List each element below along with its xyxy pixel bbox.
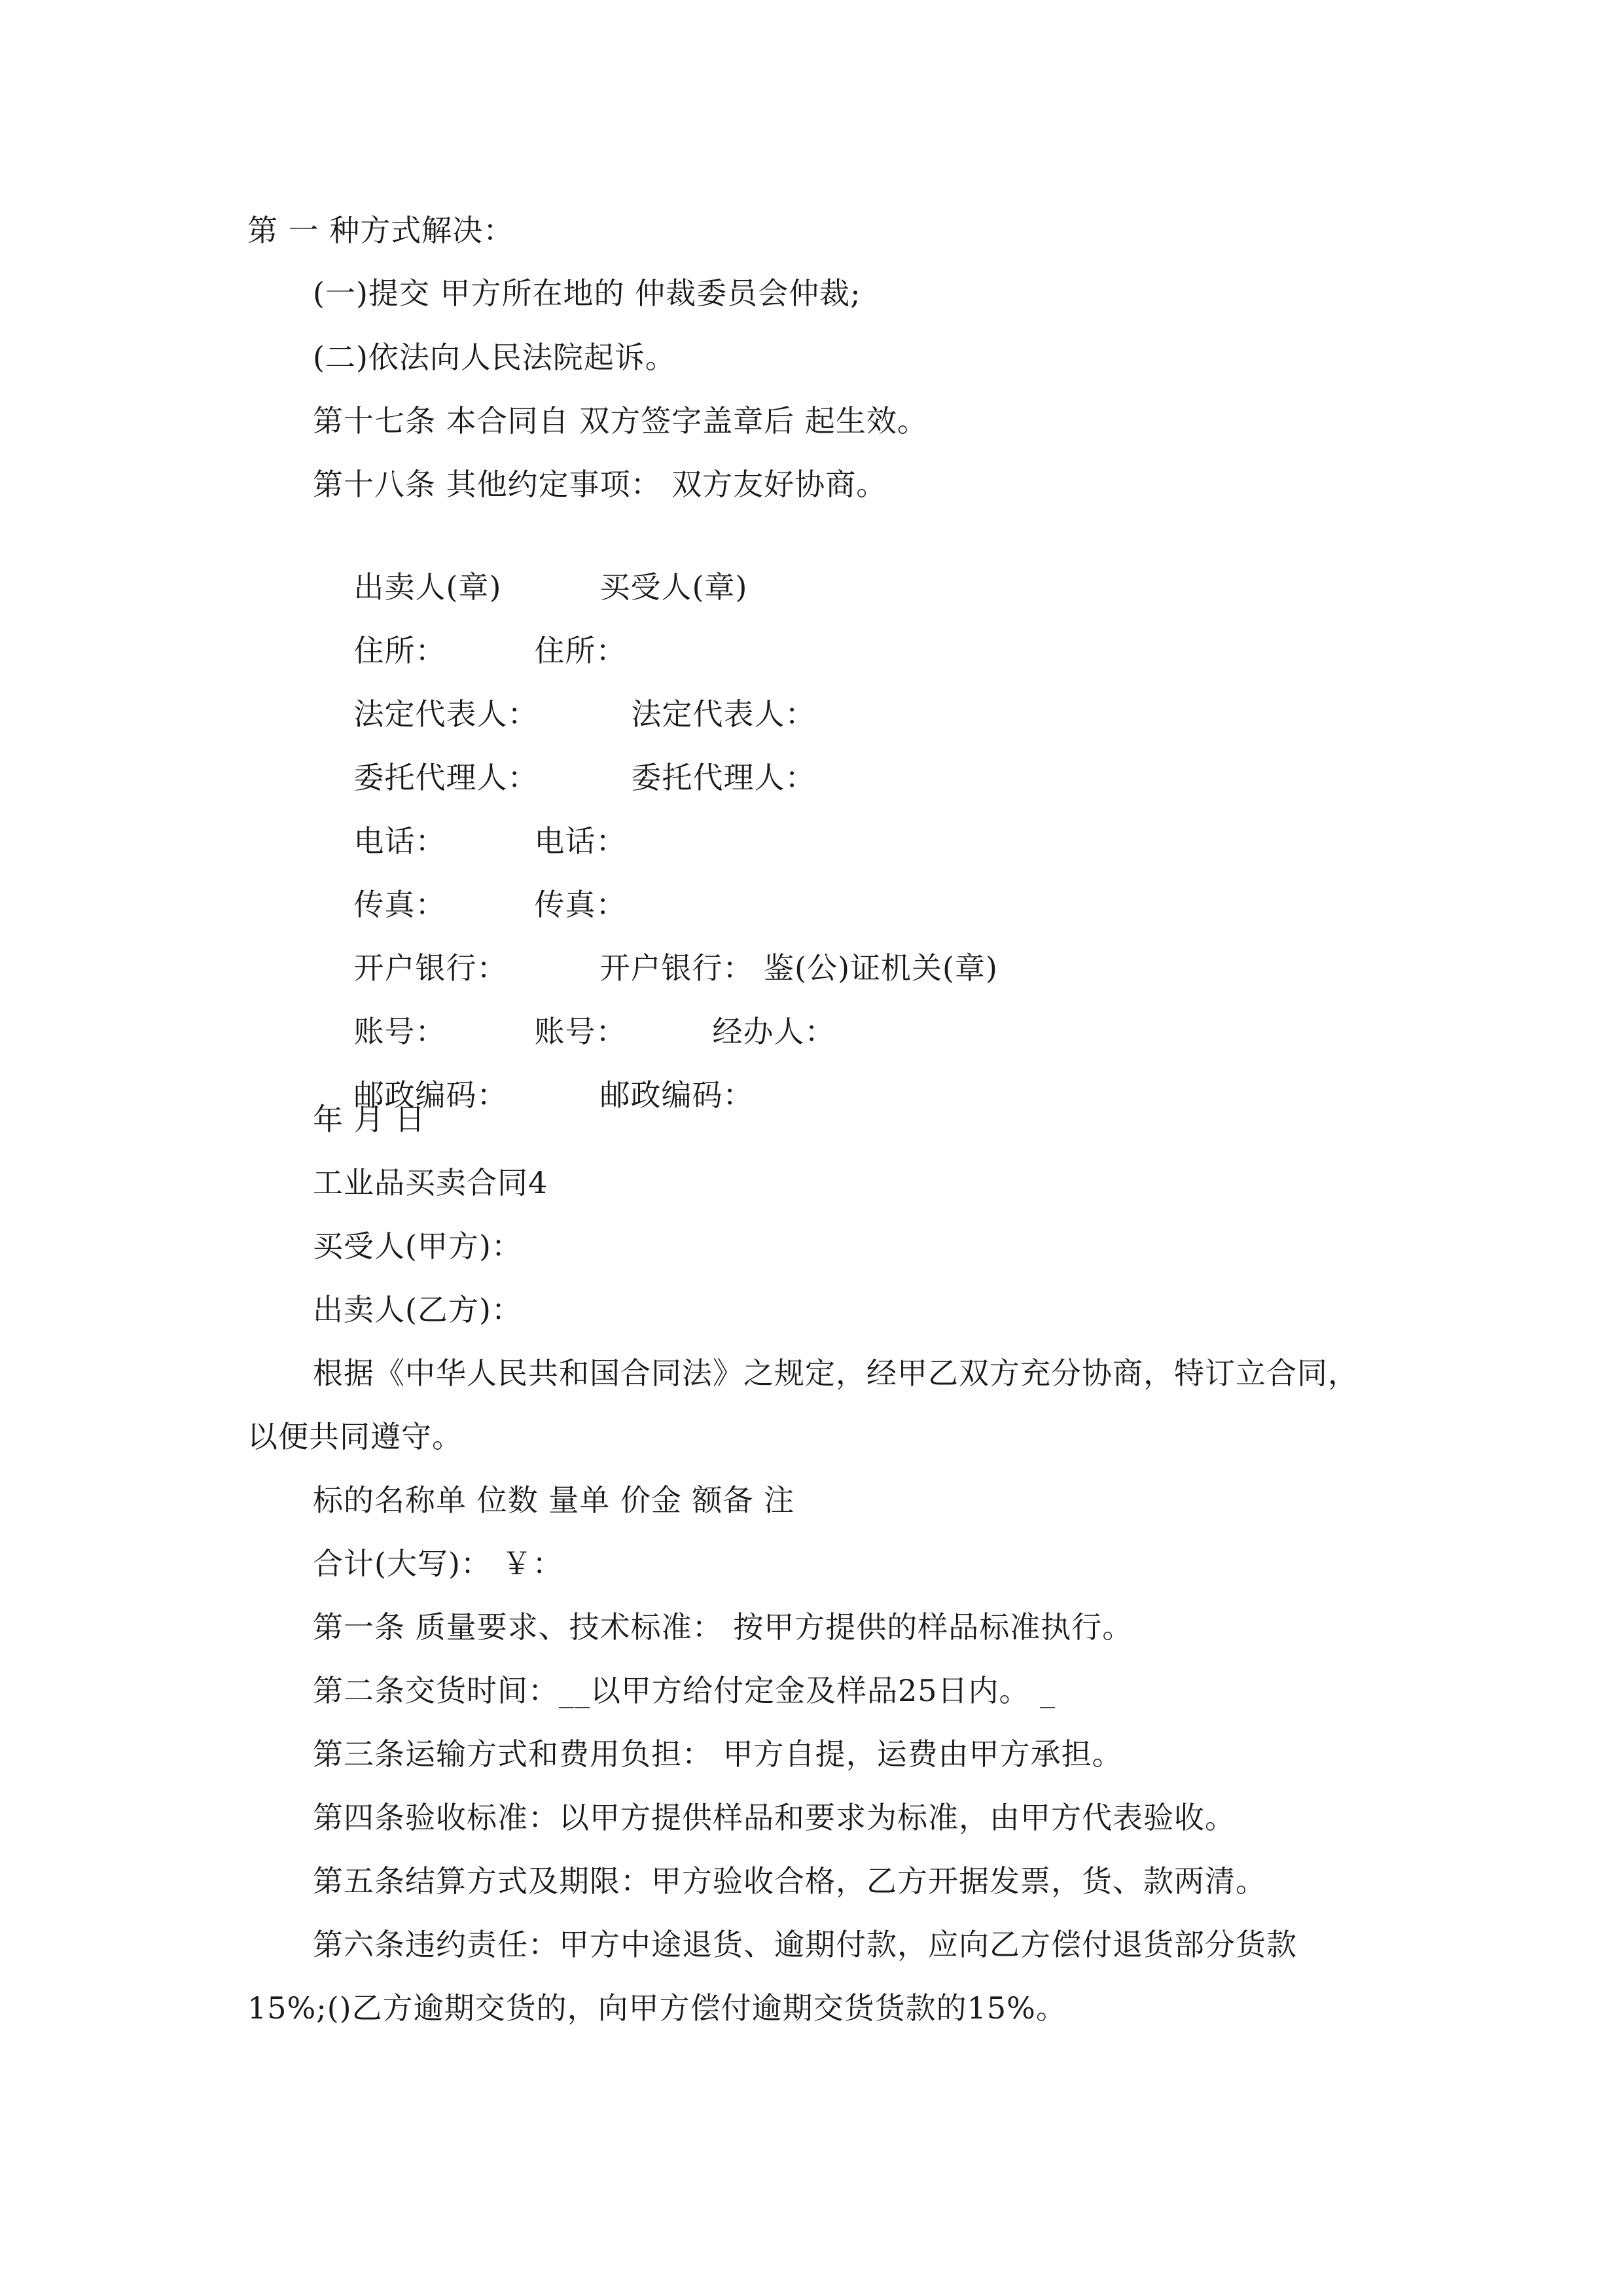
buyer-agent-label: 委托代理人：	[631, 760, 816, 795]
seller-party-label: 出卖人(乙方)：	[313, 1292, 522, 1327]
seller-agent-label: 委托代理人：	[353, 760, 539, 795]
article-5: 第五条结算方式及期限：甲方验收合格，乙方开据发票，货、款两清。	[313, 1863, 1266, 1899]
buyer-account-label: 账号：	[534, 1014, 627, 1049]
seller-address-label: 住所：	[353, 633, 446, 668]
article-17: 第十七条 本合同自 双方签字盖章后 起生效。	[313, 403, 928, 439]
dispute-resolution-heading: 第 一 种方式解决：	[247, 213, 514, 248]
buyer-seal-label: 买受人(章)	[599, 569, 748, 605]
article-6-line-2: 15%;()乙方逾期交货的，向甲方偿付逾期交货货款的15%。	[247, 1990, 1067, 2026]
article-18: 第十八条 其他约定事项： 双方友好协商。	[313, 467, 887, 502]
contract-title: 工业品买卖合同4	[313, 1165, 548, 1200]
article-2: 第二条交货时间：__以甲方给付定金及样品25日内。 _	[313, 1673, 1056, 1708]
article-1: 第一条 质量要求、技术标准： 按甲方提供的样品标准执行。	[313, 1609, 1133, 1645]
preamble-line-1: 根据《中华人民共和国合同法》之规定，经甲乙双方充分协商，特订立合同，	[313, 1355, 1359, 1391]
litigation-option: (二)依法向人民法院起诉。	[313, 340, 676, 375]
goods-table-header: 标的名称单 位数 量单 价金 额备 注	[313, 1482, 795, 1518]
buyer-phone-label: 电话：	[534, 823, 627, 859]
article-4: 第四条验收标准：以甲方提供样品和要求为标准，由甲方代表验收。	[313, 1800, 1236, 1835]
buyer-bank-notary-label: 开户银行： 鉴(公)证机关(章)	[599, 950, 998, 986]
arbitration-option: (一)提交 甲方所在地的 仲裁委员会仲裁;	[313, 276, 861, 311]
handler-label: 经办人：	[712, 1014, 836, 1049]
seller-fax-label: 传真：	[353, 887, 446, 922]
buyer-legal-rep-label: 法定代表人：	[631, 696, 816, 732]
preamble-line-2: 以便共同遵守。	[247, 1419, 463, 1454]
seller-account-label: 账号：	[353, 1014, 446, 1049]
seller-postcode-label: 邮政编码：	[353, 1077, 508, 1113]
article-6-line-1: 第六条违约责任：甲方中途退货、逾期付款，应向乙方偿付退货部分货款	[313, 1927, 1297, 1962]
total-amount-line: 合计(大写)： ￥：	[313, 1546, 563, 1581]
seller-phone-label: 电话：	[353, 823, 446, 859]
seller-legal-rep-label: 法定代表人：	[353, 696, 539, 732]
buyer-postcode-label: 邮政编码：	[599, 1077, 754, 1113]
date-line: 年 月 日	[313, 1102, 426, 1137]
article-3: 第三条运输方式和费用负担： 甲方自提，运费由甲方承担。	[313, 1736, 1123, 1772]
seller-seal-label: 出卖人(章)	[353, 569, 502, 605]
buyer-party-label: 买受人(甲方)：	[313, 1229, 522, 1264]
seller-bank-label: 开户银行：	[353, 950, 508, 986]
buyer-fax-label: 传真：	[534, 887, 627, 922]
buyer-address-label: 住所：	[534, 633, 627, 668]
